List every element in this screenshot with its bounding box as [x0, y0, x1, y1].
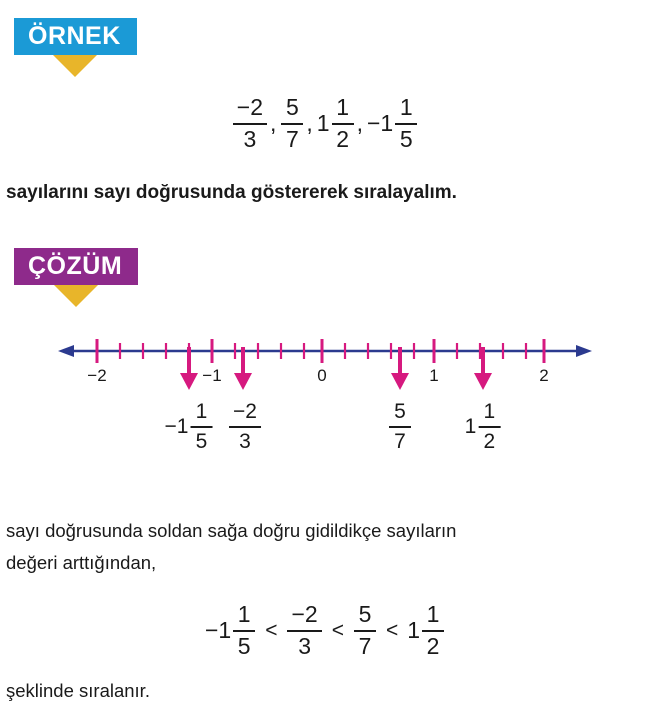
ordering-term-1 — [205, 602, 256, 660]
fraction-part — [233, 602, 255, 660]
axis-label-minus-1: −1 — [202, 366, 222, 385]
denominator: 5 — [195, 429, 208, 453]
numerator: 5 — [286, 94, 299, 120]
marked-value-minus-one-one-fifth — [165, 400, 214, 453]
mixed-minus-one-and-one-fifth — [367, 95, 418, 153]
numerator: 1 — [195, 400, 208, 423]
fraction-part — [190, 400, 212, 453]
axis-label-minus-2: −2 — [87, 366, 107, 385]
fraction-bar — [354, 630, 376, 632]
solution-banner — [14, 248, 138, 285]
whole-part: 1 — [464, 414, 477, 438]
denominator: 3 — [298, 632, 311, 659]
whole-part: −1 — [366, 110, 394, 137]
problem-statement: sayılarını sayı doğrusunda göstererek sıralayalım. — [6, 182, 457, 203]
denominator: 5 — [399, 125, 413, 152]
denominator: 2 — [336, 125, 349, 152]
comma-separator-3: , — [356, 110, 363, 137]
banner-tail-icon — [53, 55, 97, 77]
ordering-term-4 — [407, 602, 445, 660]
denominator: 7 — [358, 632, 372, 659]
pointer-arrow-five-sevenths — [391, 347, 409, 390]
numerator: 1 — [483, 400, 496, 423]
marked-value-minus-two-thirds — [228, 400, 262, 453]
ordering-inequality — [0, 602, 650, 660]
comma-separator-2: , — [306, 110, 313, 137]
denominator: 3 — [243, 125, 257, 152]
less-than-operator-3: < — [385, 618, 399, 642]
fraction-bar — [395, 123, 417, 125]
denominator: 3 — [239, 429, 251, 453]
fraction-part — [332, 95, 354, 153]
numerator: 1 — [426, 601, 440, 627]
numerator: 1 — [399, 94, 413, 120]
whole-part: −1 — [164, 414, 189, 438]
marked-value-one-and-half — [465, 400, 502, 453]
fraction-part — [478, 400, 500, 453]
fraction-part — [395, 95, 417, 153]
numerator: −2 — [236, 94, 264, 120]
fraction-part — [422, 602, 444, 660]
numerator: 5 — [394, 400, 406, 423]
fraction-five-sevenths — [281, 95, 303, 153]
axis-label-2: 2 — [539, 366, 549, 385]
fraction-bar — [332, 123, 354, 125]
number-line-svg — [0, 318, 650, 478]
pointer-arrow-minus-one-one-fifth — [180, 347, 198, 390]
denominator: 2 — [426, 632, 440, 659]
numerator: 1 — [237, 601, 251, 627]
fraction-bar — [389, 426, 411, 428]
fraction-bar — [422, 630, 444, 632]
fraction-bar — [281, 123, 303, 125]
fraction-bar — [478, 426, 500, 428]
numerator: −2 — [291, 601, 318, 627]
number-line-figure — [0, 318, 650, 478]
numerator: −2 — [233, 400, 257, 423]
comma-separator-1: , — [270, 110, 277, 137]
ordering-term-2 — [287, 602, 321, 660]
axis-label-1: 1 — [429, 366, 439, 385]
denominator: 7 — [394, 429, 406, 453]
denominator: 7 — [286, 125, 299, 152]
denominator: 2 — [483, 429, 496, 453]
numerator: 5 — [358, 601, 372, 627]
whole-part: −1 — [204, 617, 232, 644]
marked-value-five-sevenths — [388, 400, 412, 453]
less-than-operator-1: < — [265, 618, 278, 642]
pointer-arrow-minus-two-thirds — [234, 347, 252, 390]
example-banner-label: ÖRNEK — [14, 18, 137, 55]
ordering-term-3 — [354, 602, 376, 660]
expression-row — [0, 95, 650, 153]
banner-tail-icon — [54, 285, 98, 307]
value-pointer-arrows — [180, 347, 492, 390]
solution-banner-label: ÇÖZÜM — [14, 248, 138, 285]
pointer-arrow-one-and-half — [474, 347, 492, 390]
less-than-operator-2: < — [331, 618, 344, 642]
explanation-line-2: değeri arttığından, — [6, 552, 157, 573]
fraction-bar — [229, 426, 261, 428]
axis-label-0: 0 — [317, 366, 327, 385]
fraction-bar — [233, 123, 267, 125]
fraction-bar — [233, 630, 255, 632]
fraction-bar — [190, 426, 212, 428]
axis-arrow-right-icon — [576, 345, 592, 357]
closing-line: şeklinde sıralanır. — [6, 680, 150, 701]
explanation-line-1: sayı doğrusunda soldan sağa doğru gidildikçe sayıların — [6, 520, 457, 541]
fraction-bar — [287, 630, 321, 632]
fraction-minus-two-thirds — [233, 95, 267, 153]
numerator: 1 — [336, 94, 349, 120]
example-banner — [14, 18, 137, 55]
denominator: 5 — [237, 632, 251, 659]
mixed-one-and-half — [317, 95, 355, 153]
whole-part: 1 — [407, 617, 421, 644]
whole-part: 1 — [316, 110, 330, 137]
axis-arrow-left-icon — [58, 345, 74, 357]
